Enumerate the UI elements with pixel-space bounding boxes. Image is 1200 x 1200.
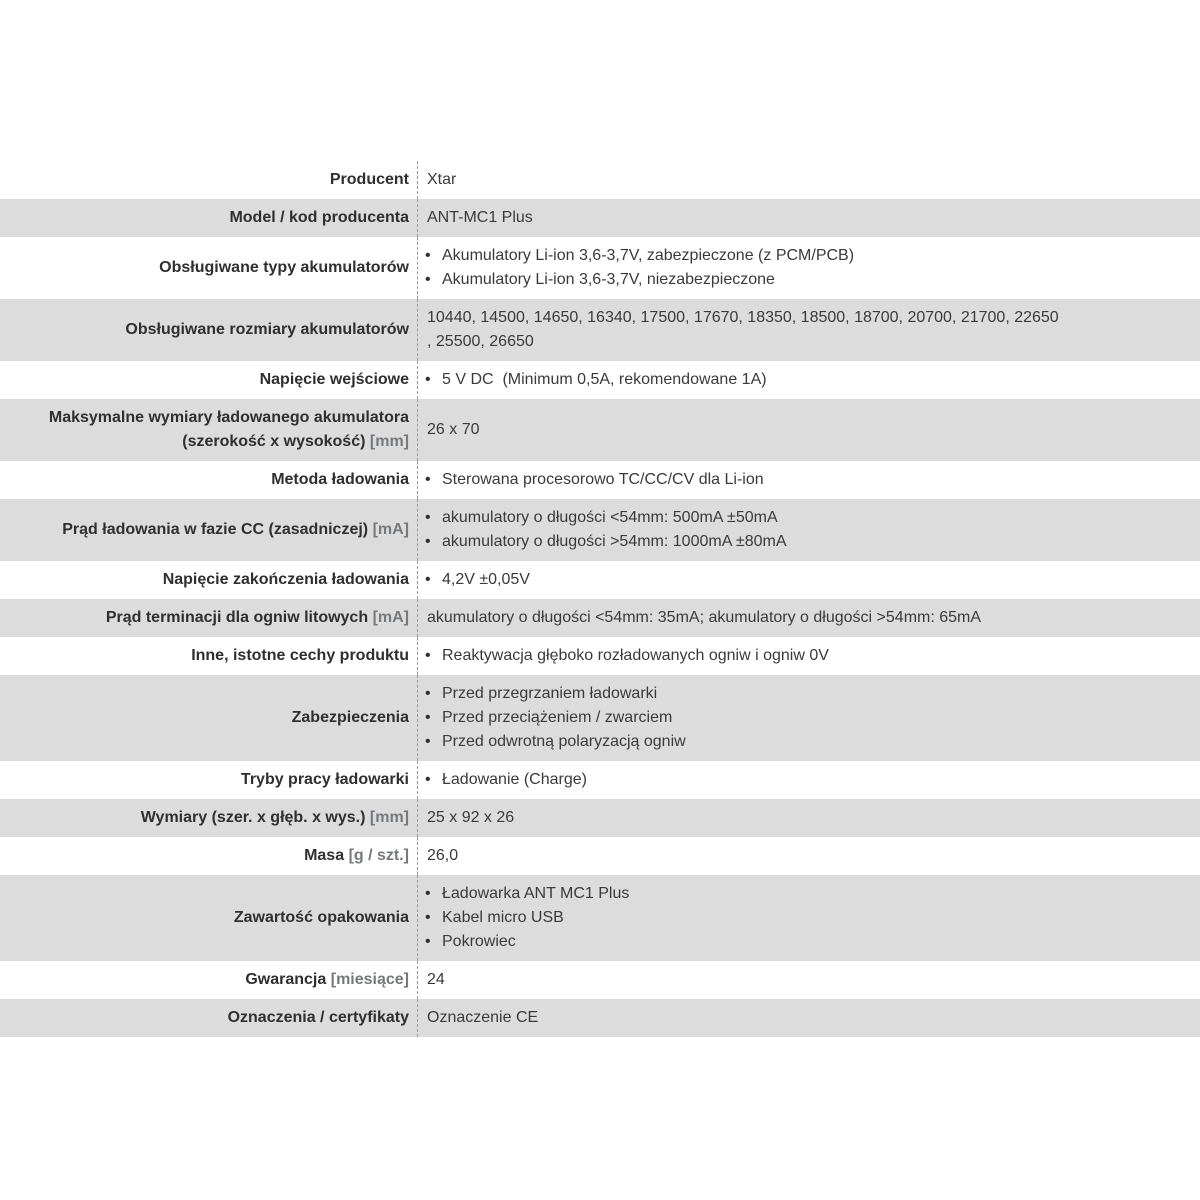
spec-value [418,237,1200,299]
value-line: 24 [427,971,445,988]
value-line: akumulatory o długości >54mm: 1000mA ±80mA [442,533,787,550]
value-line: Pokrowiec [442,933,516,950]
bullet-icon: • [425,371,431,388]
spec-label-text: Model / kod producenta [229,209,409,226]
spec-label [0,299,418,361]
spec-value [418,961,1200,999]
spec-row-producent [0,161,1200,199]
spec-label-unit: [mm] [369,809,409,826]
bullet-icon: • [425,733,431,750]
spec-label-text: Oznaczenia / certyfikaty [227,1009,409,1026]
spec-label-unit: [mA] [372,609,409,626]
spec-label [0,599,418,637]
spec-value [418,875,1200,961]
spec-row-oznaczenia [0,999,1200,1037]
bullet-icon: • [425,771,431,788]
spec-label [0,161,418,199]
spec-value [418,675,1200,761]
value-line: Oznaczenie CE [427,1009,539,1026]
spec-label-text: Masa [304,847,345,864]
value-line: Przed przeciążeniem / zwarciem [442,709,673,726]
bullet-icon: • [425,885,431,902]
spec-value [418,799,1200,837]
spec-label-text: Zabezpieczenia [291,709,409,726]
value-line: Akumulatory Li-ion 3,6-3,7V, zabezpieczone (z PCM/PCB) [442,247,855,264]
spec-value [418,361,1200,399]
value-line: ANT-MC1 Plus [427,209,533,226]
spec-label [0,237,418,299]
spec-label-text: Tryby pracy ładowarki [240,771,409,788]
spec-row-prad-ladowania-cc [0,499,1200,561]
spec-row-napiecie-wejsciowe [0,361,1200,399]
spec-label-text: Zawartość opakowania [233,909,409,926]
value-line: 25 x 92 x 26 [427,809,515,826]
spec-label [0,961,418,999]
spec-row-rozmiary-akumulatorow [0,299,1200,361]
spec-row-tryby-pracy [0,761,1200,799]
spec-label [0,399,418,461]
spec-value [418,399,1200,461]
bullet-icon: • [425,571,431,588]
spec-label-text: Gwarancja [245,971,327,988]
bullet-icon: • [425,247,431,264]
value-line: Reaktywacja głęboko rozładowanych ogniw i ogniw 0V [442,647,829,664]
spec-label [0,561,418,599]
spec-label-text: Obsługiwane typy akumulatorów [159,259,409,276]
spec-label-text: Wymiary (szer. x głęb. x wys.) [140,809,366,826]
spec-label-text: Inne, istotne cechy produktu [191,647,409,664]
spec-row-prad-terminacji [0,599,1200,637]
spec-value [418,461,1200,499]
spec-label [0,875,418,961]
spec-label-unit: [g / szt.] [348,847,409,864]
bullet-icon: • [425,709,431,726]
spec-row-masa [0,837,1200,875]
spec-label [0,637,418,675]
spec-label-text: Napięcie wejściowe [259,371,409,388]
spec-value [418,837,1200,875]
bullet-icon: • [425,909,431,926]
value-line: Akumulatory Li-ion 3,6-3,7V, niezabezpieczone [442,271,775,288]
spec-label-text: Napięcie zakończenia ładowania [162,571,409,588]
spec-row-gwarancja [0,961,1200,999]
spec-label [0,999,418,1037]
value-line: Xtar [427,171,457,188]
bullet-icon: • [425,271,431,288]
spec-row-napiecie-zakonczenia [0,561,1200,599]
value-line: Sterowana procesorowo TC/CC/CV dla Li-ion [442,471,764,488]
value-line: 26 x 70 [427,421,480,438]
value-line: Przed odwrotną polaryzacją ogniw [442,733,686,750]
bullet-icon: • [425,509,431,526]
bullet-icon: • [425,647,431,664]
spec-row-model [0,199,1200,237]
spec-label-unit: [mA] [372,521,409,538]
spec-label-text: Maksymalne wymiary ładowanego akumulatora (szerokość x wysokość) [48,409,409,450]
value-line: 26,0 [427,847,459,864]
spec-label-text: Prąd terminacji dla ogniw litowych [105,609,369,626]
spec-row-zabezpieczenia [0,675,1200,761]
spec-value [418,161,1200,199]
bullet-icon: • [425,933,431,950]
spec-value [418,599,1200,637]
spec-row-wymiary [0,799,1200,837]
spec-row-maksymalne-wymiary [0,399,1200,461]
value-line: akumulatory o długości <54mm: 500mA ±50mA [442,509,778,526]
bullet-icon: • [425,533,431,550]
spec-value [418,999,1200,1037]
spec-row-inne-cechy [0,637,1200,675]
spec-label [0,837,418,875]
spec-value [418,199,1200,237]
spec-label [0,799,418,837]
spec-label [0,199,418,237]
spec-label-text: Obsługiwane rozmiary akumulatorów [125,321,409,338]
product-spec-table [0,161,1200,1037]
spec-label-unit: [miesiące] [330,971,409,988]
value-line: akumulatory o długości <54mm: 35mA; akumulatory o długości >54mm: 65mA [427,609,982,626]
spec-row-typy-akumulatorow [0,237,1200,299]
spec-row-metoda-ladowania [0,461,1200,499]
value-line: 5 V DC (Minimum 0,5A, rekomendowane 1A) [442,371,767,388]
spec-label [0,461,418,499]
value-line: Kabel micro USB [442,909,564,926]
spec-label [0,675,418,761]
value-line: Ładowarka ANT MC1 Plus [442,885,630,902]
spec-value [418,299,1200,361]
spec-label [0,499,418,561]
value-line: 10440, 14500, 14650, 16340, 17500, 17670, 18350, 18500, 18700, 20700, 21700, 22650 [427,309,1059,326]
value-line: , 25500, 26650 [427,333,534,350]
value-line: Ładowanie (Charge) [442,771,587,788]
spec-label [0,761,418,799]
spec-value [418,499,1200,561]
spec-label [0,361,418,399]
spec-value [418,761,1200,799]
spec-value [418,561,1200,599]
bullet-icon: • [425,685,431,702]
bullet-icon: • [425,471,431,488]
value-line: Przed przegrzaniem ładowarki [442,685,658,702]
spec-label-text: Producent [329,171,409,188]
value-line: 4,2V ±0,05V [442,571,530,588]
spec-value [418,637,1200,675]
spec-row-zawartosc-opakowania [0,875,1200,961]
spec-label-text: Metoda ładowania [271,471,409,488]
spec-label-unit: [mm] [369,433,409,450]
spec-label-text: Prąd ładowania w fazie CC (zasadniczej) [62,521,369,538]
